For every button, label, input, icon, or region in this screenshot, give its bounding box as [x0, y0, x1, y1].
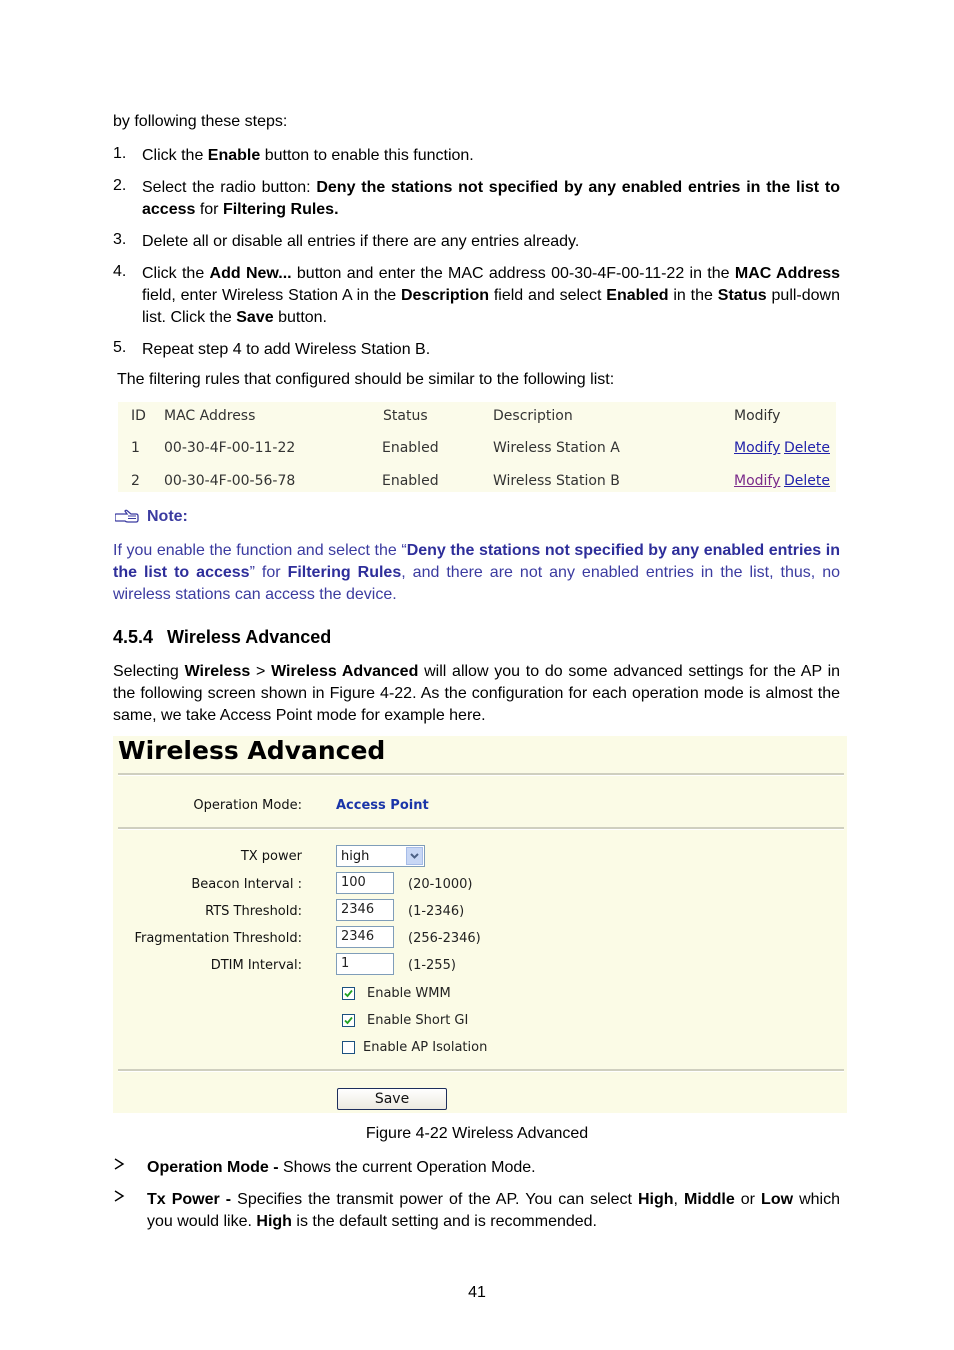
- bullet-operation-mode: [147, 1157, 840, 1179]
- enable-wmm-label: Enable WMM: [367, 986, 451, 1001]
- bold-text: Deny the stations not specified by any enabled entries in the list to access: [113, 542, 840, 581]
- text-run: Delete all or disable all entries if there are any entries already.: [142, 233, 580, 250]
- row-description: Wireless Station B: [493, 473, 620, 489]
- modify-link[interactable]: Modify: [734, 473, 781, 489]
- row-mac: 00-30-4F-00-11-22: [164, 440, 296, 456]
- divider: [118, 827, 844, 830]
- enable-ap-isolation-checkbox[interactable]: [342, 1041, 355, 1054]
- checkmark-icon: [344, 1016, 353, 1025]
- bold-text: Middle: [684, 1191, 735, 1208]
- wireless-advanced-panel: [113, 736, 847, 1113]
- delete-link[interactable]: Delete: [784, 473, 830, 489]
- bullet-tx-power: [147, 1189, 840, 1233]
- checkmark-icon: [344, 989, 353, 998]
- text-run: will allow you to do some advanced settings for the AP in the following screen shown in Figure 4-22. As the configuration for each operation mode is almost the same, we take Access Point mode for example here.: [113, 663, 841, 724]
- chevron-down-icon[interactable]: [406, 847, 423, 865]
- step-text: [142, 339, 840, 361]
- step-text: [142, 263, 840, 329]
- step-text: [142, 145, 840, 167]
- text-run: which you would like.: [147, 1191, 840, 1230]
- row-status: Enabled: [382, 473, 439, 489]
- header-description: Description: [493, 408, 573, 424]
- step-number: 1.: [113, 145, 127, 162]
- page-number: 41: [468, 1284, 486, 1301]
- text-run: field, enter Wireless Station A in the: [142, 287, 401, 304]
- bold-text: Add New...: [209, 265, 292, 282]
- row-id: 1: [131, 440, 140, 456]
- bold-text: Save: [236, 309, 274, 326]
- text-run: in the: [668, 287, 718, 304]
- text-run: pull-down list. Click the: [142, 287, 841, 326]
- step-number: 5.: [113, 339, 127, 356]
- tx-power-label: TX power: [240, 849, 302, 864]
- section-heading: [113, 627, 331, 648]
- rts-threshold-range: (1-2346): [408, 904, 465, 919]
- beacon-interval-label: Beacon Interval :: [191, 877, 302, 892]
- beacon-interval-range: (20-1000): [408, 877, 473, 892]
- step-text: [142, 177, 840, 221]
- section-intro: [113, 661, 840, 727]
- text-run: button and enter the MAC address 00-30-4F-00-11-22 in the: [291, 265, 735, 282]
- enable-wmm-checkbox[interactable]: [342, 987, 355, 1000]
- filter-intro: The filtering rules that configured should be similar to the following list:: [117, 371, 615, 388]
- bold-text: MAC Address: [734, 265, 841, 282]
- text-run: Selecting: [113, 663, 185, 680]
- row-id: 2: [131, 473, 140, 489]
- section-title: Wireless Advanced: [167, 627, 332, 647]
- text-run: Shows the current Operation Mode.: [283, 1159, 536, 1176]
- operation-mode-label: Operation Mode:: [193, 798, 302, 813]
- dtim-interval-input[interactable]: 1: [336, 953, 394, 975]
- beacon-interval-input[interactable]: 100: [336, 872, 394, 894]
- pointing-hand-icon: [115, 508, 139, 529]
- text-run: If you enable the function and select the “: [113, 542, 407, 559]
- header-mac: MAC Address: [164, 408, 256, 424]
- fragmentation-threshold-range: (256-2346): [408, 931, 481, 946]
- text-run: for: [195, 201, 223, 218]
- modify-link[interactable]: Modify: [734, 440, 781, 456]
- note-text: [113, 540, 840, 606]
- bold-text: Enabled: [606, 287, 669, 304]
- save-button[interactable]: Save: [337, 1088, 447, 1110]
- bold-text: Deny the stations not specified by any enabled entries in the list to access: [142, 179, 841, 218]
- step-number: 4.: [113, 263, 127, 280]
- note-label: Note:: [147, 508, 188, 525]
- rts-threshold-label: RTS Threshold:: [205, 904, 302, 919]
- row-description: Wireless Station A: [493, 440, 620, 456]
- header-modify: Modify: [734, 408, 781, 424]
- bold-text: Low: [761, 1191, 794, 1208]
- row-status: Enabled: [382, 440, 439, 456]
- text-run: Specifies the transmit power of the AP. You can select: [237, 1191, 638, 1208]
- text-run: Repeat step 4 to add Wireless Station B.: [142, 341, 431, 358]
- filter-table: [118, 402, 836, 492]
- bold-text: Status: [717, 287, 767, 304]
- text-run: field and select: [489, 287, 607, 304]
- text-run: button.: [273, 309, 327, 326]
- arrow-bullet-icon: [113, 1189, 125, 1208]
- tx-power-value: high: [341, 849, 370, 864]
- arrow-bullet-icon: [113, 1157, 125, 1176]
- panel-title: Wireless Advanced: [118, 736, 386, 765]
- enable-short-gi-checkbox[interactable]: [342, 1014, 355, 1027]
- text-run: or: [734, 1191, 762, 1208]
- step-number: 3.: [113, 231, 127, 248]
- text-run: Click the: [142, 265, 210, 282]
- step-number: 2.: [113, 177, 127, 194]
- step-text: [142, 231, 840, 253]
- divider: [118, 1069, 844, 1072]
- bold-text: Wireless: [184, 663, 251, 680]
- bold-text: Filtering Rules: [287, 564, 402, 581]
- tx-power-select[interactable]: [336, 845, 425, 867]
- intro-text: by following these steps:: [113, 113, 288, 130]
- rts-threshold-input[interactable]: 2346: [336, 899, 394, 921]
- text-run: is the default setting and is recommended.: [291, 1213, 597, 1230]
- bold-text: Wireless Advanced: [271, 663, 419, 680]
- dtim-interval-range: (1-255): [408, 958, 456, 973]
- dtim-interval-label: DTIM Interval:: [210, 958, 302, 973]
- enable-ap-isolation-label: Enable AP Isolation: [363, 1040, 488, 1055]
- text-run: , and there are not any enabled entries in the list, thus, no wireless stations can access the device.: [113, 564, 841, 603]
- text-run: ” for: [249, 564, 288, 581]
- bold-text: Tx Power -: [147, 1191, 238, 1208]
- bold-text: Filtering Rules.: [222, 201, 339, 218]
- text-run: button to enable this function.: [260, 147, 474, 164]
- note-heading: [115, 508, 188, 529]
- header-status: Status: [383, 408, 428, 424]
- figure-caption: Figure 4-22 Wireless Advanced: [365, 1125, 589, 1142]
- text-run: ,: [673, 1191, 685, 1208]
- section-number: 4.5.4: [113, 627, 154, 647]
- fragmentation-threshold-label: Fragmentation Threshold:: [134, 931, 302, 946]
- header-id: ID: [131, 408, 146, 424]
- enable-short-gi-label: Enable Short GI: [367, 1013, 469, 1028]
- fragmentation-threshold-input[interactable]: 2346: [336, 926, 394, 948]
- bold-text: High: [638, 1191, 674, 1208]
- bold-text: Operation Mode -: [147, 1159, 283, 1176]
- divider: [118, 773, 844, 776]
- delete-link[interactable]: Delete: [784, 440, 830, 456]
- bold-text: Description: [400, 287, 489, 304]
- bold-text: High: [256, 1213, 292, 1230]
- operation-mode-value: Access Point: [336, 798, 429, 813]
- text-run: >: [250, 663, 272, 680]
- text-run: Click the: [142, 147, 208, 164]
- text-run: Select the radio button:: [142, 179, 317, 196]
- row-mac: 00-30-4F-00-56-78: [164, 473, 296, 489]
- bold-text: Enable: [207, 147, 261, 164]
